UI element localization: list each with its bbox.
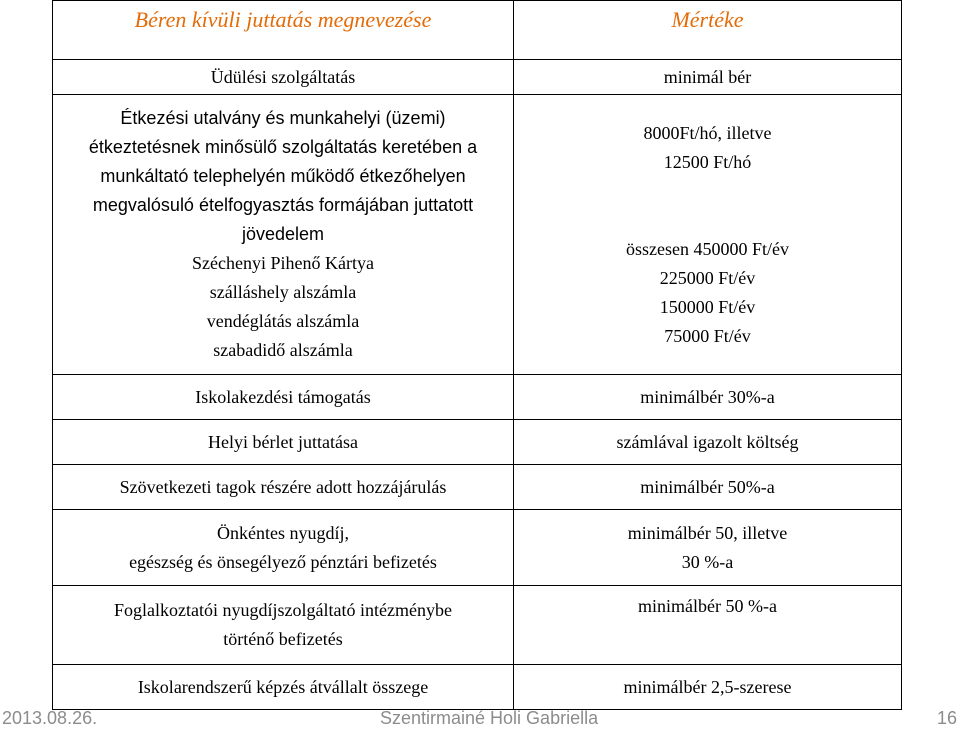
benefit-amount-cell: minimál bér <box>514 60 902 95</box>
benefits-table <box>52 0 902 710</box>
benefit-amount-cell: minimálbér 50%-a <box>514 465 902 510</box>
benefit-name-cell: Helyi bérlet juttatása <box>53 420 514 465</box>
table-row <box>53 95 902 375</box>
benefit-amount-cell: minimálbér 30%-a <box>514 375 902 420</box>
table-row <box>53 60 902 95</box>
footer-date: 2013.08.26. <box>2 708 98 728</box>
benefit-name-cell: Önkéntes nyugdíj, egészség és önsegélyező pénztári befizetés <box>53 510 514 586</box>
benefit-amount-cell: 8000Ft/hó, illetve 12500 Ft/hó összesen 450000 Ft/év 225000 Ft/év 150000 Ft/év 75000 Ft/év <box>514 95 902 375</box>
benefit-name-cell: Foglalkoztatói nyugdíjszolgáltató intézménybe történő befizetés <box>53 586 514 665</box>
table-row <box>53 665 902 710</box>
benefit-name-cell: Étkezési utalvány és munkahelyi (üzemi) étkeztetésnek minősülő szolgáltatás keretében a munkáltató telephelyén működő étkezőhelyen megvalósuló ételfogyasztás formájában juttatott jövedelem Széchenyi Pihenő Kártya szálláshely alszámla vendéglátás alszámla szabadidő alszámla <box>53 95 514 375</box>
benefit-name-cell: Üdülési szolgáltatás <box>53 60 514 95</box>
benefit-amount-cell: minimálbér 50, illetve 30 %-a <box>514 510 902 586</box>
benefit-amount-cell: számlával igazolt költség <box>514 420 902 465</box>
table-row <box>53 375 902 420</box>
benefit-amount-cell: minimálbér 50 %-a <box>514 586 902 665</box>
footer-page-number: 16 <box>936 708 957 728</box>
table-row <box>53 586 902 665</box>
footer-author: Szentirmainé Holi Gabriella <box>380 708 599 728</box>
benefit-name-cell: Iskolakezdési támogatás <box>53 375 514 420</box>
benefit-amount-cell: minimálbér 2,5-szerese <box>514 665 902 710</box>
table-row <box>53 510 902 586</box>
table-header-row <box>53 1 902 60</box>
benefit-name-cell: Iskolarendszerű képzés átvállalt összege <box>53 665 514 710</box>
table-row <box>53 420 902 465</box>
header-benefit-name: Béren kívüli juttatás megnevezése <box>53 1 514 60</box>
benefit-name-cell: Szövetkezeti tagok részére adott hozzájárulás <box>53 465 514 510</box>
header-amount: Mértéke <box>514 1 902 60</box>
table-row <box>53 465 902 510</box>
